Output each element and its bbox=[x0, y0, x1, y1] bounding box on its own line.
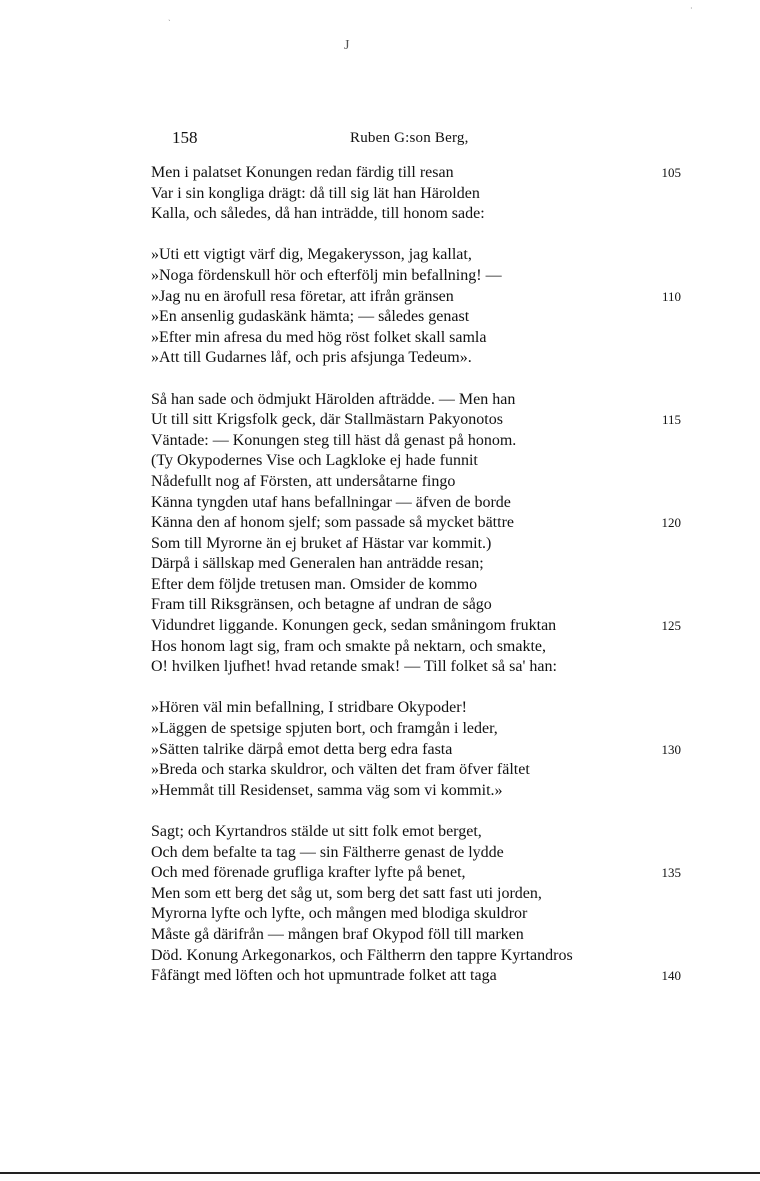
verse-line-text: Vidundret liggande. Konungen geck, sedan småningom fruktan bbox=[151, 617, 557, 635]
stray-ink-mark: J bbox=[344, 38, 350, 53]
verse-line-text: Och med förenade grufliga krafter lyfte på benet, bbox=[151, 864, 466, 882]
verse-line bbox=[151, 451, 681, 472]
verse-line-text: Känna tyngden utaf hans befallningar — äfven de borde bbox=[151, 493, 511, 511]
verse-line-text: Hos honom lagt sig, fram och smakte på nektarn, och smakte, bbox=[151, 637, 547, 655]
verse-line-text: Men i palatset Konungen redan färdig till resan bbox=[151, 164, 454, 181]
verse-line bbox=[151, 534, 681, 555]
verse-line bbox=[151, 204, 681, 225]
verse-line-text: Men som ett berg det såg ut, som berg det satt fast uti jorden, bbox=[151, 884, 542, 902]
verse-line bbox=[151, 843, 681, 864]
verse-line bbox=[151, 163, 681, 184]
verse-line-text: Död. Konung Arkegonarkos, och Fältherrn den tappre Kyrtandros bbox=[151, 946, 573, 964]
verse-line bbox=[151, 657, 681, 678]
verse-line-text: Fåfängt med löften och hot upmuntrade folket att taga bbox=[151, 967, 497, 985]
verse-line-text: Och dem befalte ta tag — sin Fältherre genast de lydde bbox=[151, 843, 504, 861]
page-header bbox=[172, 128, 672, 152]
verse-line bbox=[151, 513, 681, 534]
verse-line bbox=[151, 946, 681, 967]
verse-line bbox=[151, 410, 681, 431]
verse-line-text: »Uti ett vigtigt värf dig, Megakerysson, jag kallat, bbox=[151, 246, 472, 264]
verse-line bbox=[151, 348, 681, 369]
line-number: 105 bbox=[661, 165, 681, 180]
verse-line bbox=[151, 884, 681, 905]
verse-line bbox=[151, 575, 681, 596]
verse-line-text: Som till Myrorne än ej bruket af Hästar var kommit.) bbox=[151, 534, 492, 552]
line-number: 135 bbox=[661, 865, 681, 881]
verse-line bbox=[151, 307, 681, 328]
line-number: 120 bbox=[661, 515, 681, 531]
line-number: 130 bbox=[661, 741, 681, 757]
ink-speck: · bbox=[690, 4, 693, 13]
verse-line bbox=[151, 493, 681, 514]
verse-line bbox=[151, 328, 681, 349]
verse-line bbox=[151, 595, 681, 616]
page-number: 158 bbox=[172, 128, 198, 147]
verse-line-text: »Jag nu en ärofull resa företar, att ifrån gränsen bbox=[151, 287, 454, 305]
verse-line bbox=[151, 863, 681, 884]
verse-line bbox=[151, 719, 681, 740]
verse-line bbox=[151, 245, 681, 266]
verse-line-text: Myrorna lyfte och lyfte, och mången med blodiga skuldror bbox=[151, 905, 528, 923]
ink-speck: ˏ bbox=[168, 12, 171, 21]
stanza-gap bbox=[151, 678, 681, 699]
verse-line-text: Sagt; och Kyrtandros stälde ut sitt folk emot berget, bbox=[151, 823, 482, 840]
verse-line-text: Känna den af honom sjelf; som passade så mycket bättre bbox=[151, 514, 514, 532]
stanza-gap bbox=[151, 801, 681, 822]
verse-line-text: Måste gå därifrån — mången braf Okypod föll till marken bbox=[151, 925, 524, 943]
page-bottom-edge bbox=[0, 1172, 760, 1174]
verse-line bbox=[151, 554, 681, 575]
verse-line-text: »Läggen de spetsige spjuten bort, och framgån i leder, bbox=[151, 720, 498, 738]
verse-line bbox=[151, 925, 681, 946]
verse-line-text: »Hören väl min befallning, I stridbare Okypoder! bbox=[151, 699, 467, 717]
verse-line-text: Var i sin kongliga drägt: då till sig lät han Härolden bbox=[151, 184, 480, 202]
verse-line bbox=[151, 472, 681, 493]
verse-line bbox=[151, 822, 681, 843]
verse-line-text: Så han sade och ödmjukt Härolden afträdde. — Men han bbox=[151, 390, 516, 408]
verse-line bbox=[151, 266, 681, 287]
verse-line-text: (Ty Okypodernes Vise och Lagkloke ej hade funnit bbox=[151, 452, 478, 470]
stanza-gap bbox=[151, 225, 681, 246]
line-number: 140 bbox=[661, 968, 681, 984]
verse-line bbox=[151, 966, 681, 987]
verse-line-text: O! hvilken ljufhet! hvad retande smak! — Till folket så sa' han: bbox=[151, 658, 557, 676]
verse-line bbox=[151, 287, 681, 308]
verse-line bbox=[151, 698, 681, 719]
verse-line bbox=[151, 184, 681, 205]
verse-line-text: »Att till Gudarnes låf, och pris afsjunga Tedeum». bbox=[151, 349, 472, 367]
verse-line bbox=[151, 431, 681, 452]
verse-line bbox=[151, 637, 681, 658]
verse-line-text: Fram till Riksgränsen, och betagne af undran de sågo bbox=[151, 596, 492, 614]
running-head: Ruben G:son Berg, bbox=[350, 130, 469, 146]
verse-line bbox=[151, 390, 681, 411]
verse-line-text: Nådefullt nog af Försten, att undersåtarne fingo bbox=[151, 472, 456, 490]
verse-line bbox=[151, 760, 681, 781]
verse-line-text: »Sätten talrike därpå emot detta berg edra fasta bbox=[151, 740, 453, 758]
verse-line-text: »Noga fördenskull hör och efterfölj min befallning! — bbox=[151, 266, 502, 284]
verse-line-text: Ut till sitt Krigsfolk geck, där Stallmästarn Pakyonotos bbox=[151, 411, 503, 429]
line-number: 125 bbox=[661, 618, 681, 634]
verse-line-text: »Hemmåt till Residenset, samma väg som vi kommit.» bbox=[151, 781, 503, 799]
verse-line bbox=[151, 781, 681, 802]
verse-line-text: Efter dem följde tretusen man. Omsider de kommo bbox=[151, 575, 478, 593]
verse-line-text: Därpå i sällskap med Generalen han anträdde resan; bbox=[151, 555, 484, 573]
verse-line bbox=[151, 904, 681, 925]
verse-line-text: »En ansenlig gudaskänk hämta; — således genast bbox=[151, 308, 470, 326]
verse-line-text: »Breda och starka skuldror, och välten det fram öfver fältet bbox=[151, 761, 530, 779]
verse-line-text: Väntade: — Konungen steg till häst då genast på honom. bbox=[151, 431, 517, 449]
verse-line bbox=[151, 740, 681, 761]
line-number: 115 bbox=[661, 412, 681, 428]
line-number: 110 bbox=[661, 288, 681, 304]
verse-line-text: »Efter min afresa du med hög röst folket skall samla bbox=[151, 328, 487, 346]
verse-line-text: Kalla, och således, då han inträdde, till honom sade: bbox=[151, 205, 485, 223]
verse-line bbox=[151, 616, 681, 637]
poem-text bbox=[151, 163, 681, 987]
stanza-gap bbox=[151, 369, 681, 390]
